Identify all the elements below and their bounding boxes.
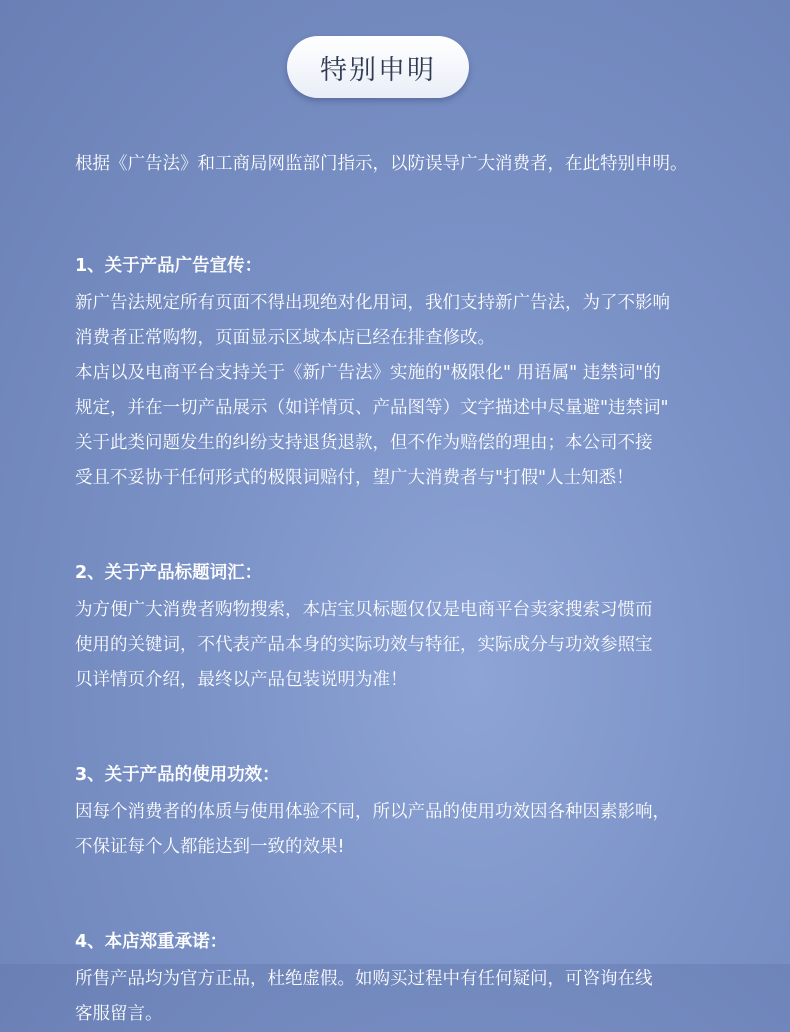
section-title-keywords	[75, 558, 755, 698]
section-efficacy	[75, 760, 755, 865]
section-heading: 4、本店郑重承诺：	[75, 932, 228, 952]
section-heading: 3、关于产品的使用功效：	[75, 765, 280, 785]
section-line: 受且不妥协于任何形式的极限词赔付，望广大消费者与"打假"人士知悉！	[75, 468, 634, 488]
section-line: 新广告法规定所有页面不得出现绝对化用词，我们支持新广告法，为了不影响	[75, 293, 670, 313]
title-badge	[287, 36, 469, 98]
section-line: 使用的关键词，不代表产品本身的实际功效与特征，实际成分与功效参照宝	[75, 635, 653, 655]
section-heading: 2、关于产品标题词汇：	[75, 563, 263, 583]
section-line: 消费者正常购物，页面显示区域本店已经在排查修改。	[75, 328, 495, 348]
section-line: 因每个消费者的体质与使用体验不同，所以产品的使用功效因各种因素影响，	[75, 802, 670, 822]
statement-content	[75, 149, 755, 1032]
intro-text: 根据《广告法》和工商局网监部门指示，以防误导广大消费者，在此特别申明。	[75, 154, 688, 174]
section-line: 本店以及电商平台支持关于《新广告法》实施的"极限化" 用语属" 违禁词"的	[75, 363, 661, 383]
section-advertising	[75, 251, 755, 496]
section-line: 所售产品均为官方正品，杜绝虚假。如购买过程中有任何疑问，可咨询在线	[75, 969, 653, 989]
section-line: 关于此类问题发生的纠纷支持退货退款，但不作为赔偿的理由；本公司不接	[75, 433, 653, 453]
section-line: 规定，并在一切产品展示（如详情页、产品图等）文字描述中尽量避"违禁词"	[75, 398, 669, 418]
section-line: 客服留言。	[75, 1004, 163, 1024]
page-title: 特别申明	[320, 54, 436, 86]
section-line: 为方便广大消费者购物搜索，本店宝贝标题仅仅是电商平台卖家搜索习惯而	[75, 600, 653, 620]
section-promise	[75, 927, 755, 1032]
section-line: 贝详情页介绍，最终以产品包装说明为准！	[75, 670, 408, 690]
section-line: 不保证每个人都能达到一致的效果!	[75, 837, 345, 857]
section-heading: 1、关于产品广告宣传：	[75, 256, 263, 276]
